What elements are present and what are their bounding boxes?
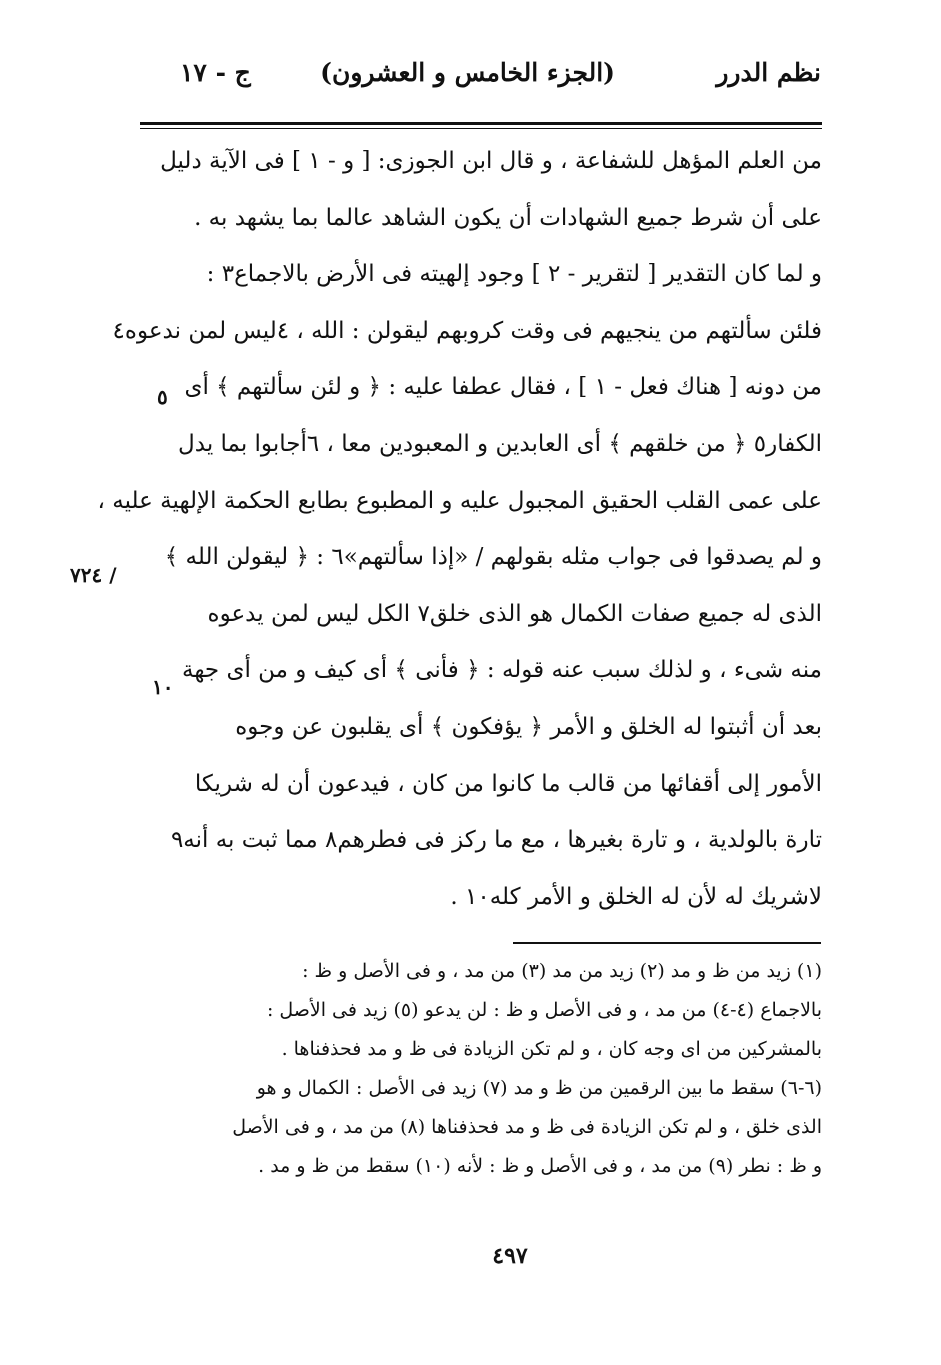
- main-text-block: [97, 133, 822, 925]
- footnote-separator: [513, 942, 821, 944]
- text-line: الأمور إلى أقفائها من قالب ما كانوا من كان ، فيدعون أن له شريكا: [194, 770, 822, 797]
- text-line: بعد أن أثبتوا له الخلق و الأمر ﴿ يؤفكون ﴾ أى يقلبون عن وجوه: [235, 713, 822, 740]
- running-header-book-title: نظم الدرر: [716, 58, 821, 87]
- text-line: على عمى القلب الحقيق المجبول عليه و المطبوع بطابع الحكمة الإلهية عليه ،: [97, 487, 822, 514]
- header-rule-thick: [140, 122, 822, 125]
- footnote-line: بالاجماع (٤-٤) من مد ، و فى الأصل و ظ : لن يدعو (٥) زيد فى الأصل :: [266, 999, 822, 1021]
- text-line: من دونه [ هناك فعل - ١ ] ، فقال عطفا عليه : ﴿ و لئن سألتهم ﴾ أى: [184, 374, 822, 401]
- text-line: من العلم المؤهل للشفاعة ، و قال ابن الجوزى: [ و - ١ ] فى الآية دليل: [160, 148, 822, 174]
- text-line: الذى له جميع صفات الكمال هو الذى خلق٧ الكل ليس لمن يدعوه: [207, 600, 822, 627]
- line-number-5: ٥: [157, 385, 168, 409]
- footnotes-block: [140, 952, 822, 1186]
- footnote-line: (١) زيد من ظ و مد (٢) زيد من مد (٣) من مد ، و فى الأصل و ظ :: [302, 960, 822, 982]
- manuscript-folio-ref: / ٧٢٤: [70, 563, 117, 587]
- text-line: على أن شرط جميع الشهادات أن يكون الشاهد عالما بما يشهد به .: [194, 204, 822, 231]
- footnote-line: الذى خلق ، و لم تكن الزيادة فى ظ و مد فحذفناها (٨) من مد ، و فى الأصل: [232, 1116, 822, 1138]
- footnote-line: و ظ : نطر (٩) من مد ، و فى الأصل و ظ : لأنه (١٠) سقط من ظ و مد .: [258, 1155, 822, 1177]
- text-line: تارة بالولدية ، و تارة بغيرها ، مع ما ركز فى فطرهم٨ مما ثبت به أنه٩: [170, 827, 822, 854]
- text-line: و لم يصدقوا فى جواب مثله بقولهم / «إذا سألتهم»٦ : ﴿ ليقولن الله ﴾: [164, 544, 822, 571]
- footnote-line: (٦-٦) سقط ما بين الرقمين من ظ و مد (٧) زيد فى الأصل : الكمال و هو: [256, 1077, 822, 1099]
- running-header-chapter-ref: ج - ١٧: [180, 58, 251, 87]
- header-rule-thin: [140, 128, 822, 129]
- text-line: و لما كان التقدير [ لتقرير - ٢ ] وجود إلهيته فى الأرض بالاجماع٣ :: [206, 261, 822, 288]
- page-number: ٤٩٧: [492, 1243, 528, 1269]
- footnote-line: بالمشركين من اى وجه كان ، و لم تكن الزيادة فى ظ و مد فحذفناها .: [281, 1038, 822, 1060]
- text-line: لاشريك له لأن له الخلق و الأمر كله١٠ .: [450, 883, 822, 910]
- text-line: منه شىء ، و لذلك سبب عنه قوله : ﴿ فأنى ﴾ أى كيف و من أى جهة: [182, 657, 822, 684]
- text-line: الكفار٥ ﴿ من خلقهم ﴾ أى العابدين و المعبودين معا ، ٦أجابوا بما يدل: [178, 430, 822, 457]
- text-line: فلئن سألتهم من ينجيهم فى وقت كروبهم ليقولن : الله ، ٤ليس لمن ندعوه٤: [112, 317, 822, 344]
- running-header-part-title: (الجزء الخامس و العشرون): [320, 58, 615, 87]
- line-number-10: ١٠: [152, 675, 174, 699]
